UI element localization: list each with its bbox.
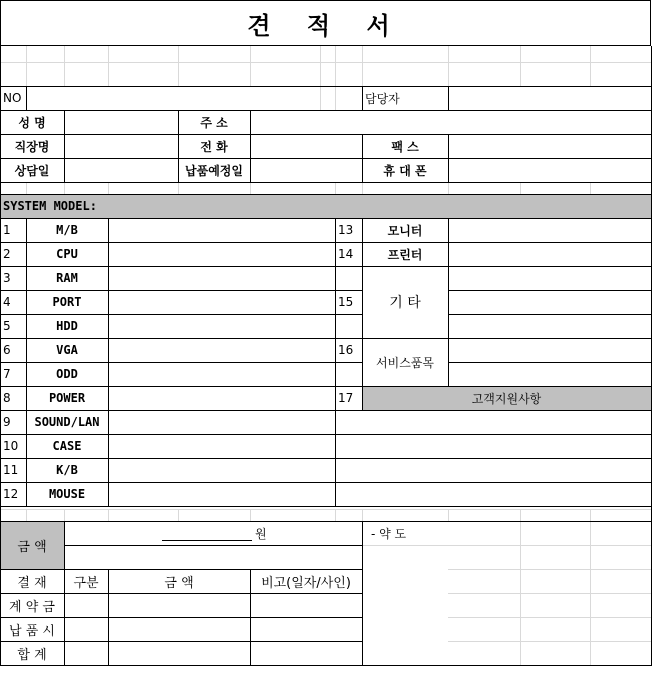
amount-underline [162, 540, 252, 541]
item-name: VGA [56, 343, 78, 357]
grid-line [448, 290, 651, 291]
grid-line [362, 218, 363, 410]
item-no-15: 15 [338, 295, 354, 309]
item-no: 2 [3, 247, 11, 261]
grid-line [0, 506, 335, 507]
terms-label: - 약 도 [371, 526, 407, 541]
system-model-bar [0, 194, 651, 218]
grid-line [0, 182, 651, 183]
grid-line [362, 86, 363, 110]
grid-line [0, 482, 335, 483]
grid-line [335, 266, 651, 267]
grid-line [0, 86, 651, 87]
grid-line [0, 110, 651, 111]
grid-line [448, 593, 651, 594]
grid-line [0, 218, 651, 219]
item-no-17: 17 [338, 391, 354, 405]
grid-line [448, 134, 449, 182]
grid-line [0, 46, 1, 666]
item-name: M/B [56, 223, 78, 237]
grid-line [335, 482, 651, 483]
grid-line [0, 314, 335, 315]
item-name: CPU [56, 247, 78, 261]
grid-line [0, 458, 335, 459]
item-no-16: 16 [338, 343, 354, 357]
item-no: 7 [3, 367, 11, 381]
grid-line [335, 506, 651, 507]
grid-line [0, 266, 335, 267]
grid-line [108, 46, 109, 86]
item-name: K/B [56, 463, 78, 477]
grid-line [0, 62, 651, 63]
grid-line [0, 134, 651, 135]
grid-line [0, 569, 362, 570]
grid-line [178, 182, 179, 194]
service-label: 서비스품목 [376, 355, 434, 370]
type-header: 구분 [73, 575, 99, 591]
grid-line [64, 545, 362, 546]
monitor-label: 모니터 [387, 223, 423, 238]
grid-line [0, 509, 651, 510]
title-box [0, 0, 651, 46]
page-title: 견 적 서 [247, 11, 404, 40]
grid-line [26, 182, 27, 194]
item-name: SOUND/LAN [34, 415, 100, 429]
grid-line [335, 434, 651, 435]
grid-line [362, 521, 363, 666]
item-no: 11 [3, 463, 19, 477]
grid-line [448, 182, 449, 194]
item-name: MOUSE [48, 487, 86, 501]
grid-line [448, 86, 449, 110]
grid-line [64, 110, 65, 182]
grid-line [362, 182, 363, 194]
grid-line [362, 134, 363, 182]
grid-line [448, 641, 651, 642]
item-name: HDD [56, 319, 78, 333]
grid-line [362, 46, 363, 86]
payment-row-label: 합 계 [17, 647, 47, 663]
item-no: 8 [3, 391, 11, 405]
item-no-14: 14 [338, 247, 354, 261]
grid-line [250, 182, 251, 194]
delivery-date-label: 납품예정일 [185, 163, 243, 178]
note-header: 비고(일자/사인) [261, 575, 351, 591]
grid-line [362, 545, 448, 546]
no-label: NO [3, 91, 22, 105]
item-name: ODD [56, 367, 78, 381]
grid-line [448, 314, 651, 315]
grid-line [0, 338, 335, 339]
grid-line [335, 410, 651, 411]
grid-line [335, 338, 651, 339]
grid-line [178, 509, 179, 521]
grid-line [448, 569, 651, 570]
grid-line [448, 218, 449, 386]
grid-line [335, 386, 651, 387]
item-name: POWER [48, 391, 86, 405]
grid-line [250, 509, 251, 521]
item-no: 12 [3, 487, 19, 501]
item-no: 5 [3, 319, 11, 333]
grid-line [26, 46, 27, 86]
item-no: 3 [3, 271, 11, 285]
grid-line [520, 509, 521, 521]
grid-line [108, 218, 109, 506]
grid-line [335, 46, 336, 86]
grid-line [448, 362, 651, 363]
printer-label: 프린터 [387, 247, 423, 262]
grid-line [0, 158, 651, 159]
consult-date-label: 상담일 [14, 163, 50, 178]
amount-header: 금 액 [164, 575, 194, 591]
grid-line [0, 386, 335, 387]
item-no: 9 [3, 415, 11, 429]
grid-line [520, 46, 521, 86]
grid-line [0, 521, 651, 522]
item-name: CASE [52, 439, 82, 453]
payment-row-label: 계 약 금 [9, 599, 55, 615]
payment-row-label: 납 품 시 [9, 623, 55, 639]
company-label: 직장명 [14, 139, 50, 154]
grid-line [0, 617, 362, 618]
grid-line [335, 182, 336, 194]
grid-line [26, 86, 27, 110]
grid-line [651, 46, 652, 666]
grid-line [335, 290, 362, 291]
grid-line [448, 509, 449, 521]
grid-line [0, 290, 335, 291]
grid-line [520, 182, 521, 194]
grid-line [108, 182, 109, 194]
grid-line [448, 545, 651, 546]
grid-line [0, 665, 651, 666]
item-no: 4 [3, 295, 11, 309]
support-label: 고객지원사항 [362, 386, 651, 410]
address-label: 주 소 [200, 115, 228, 130]
grid-line [590, 46, 591, 86]
phone-label: 전 화 [200, 139, 228, 154]
grid-line [335, 509, 336, 521]
grid-line [320, 46, 321, 86]
payment-label: 결 재 [17, 575, 47, 591]
grid-line [26, 509, 27, 521]
grid-line [362, 509, 363, 521]
item-name: RAM [56, 271, 78, 285]
item-no-13: 13 [338, 223, 354, 237]
item-no: 10 [3, 439, 19, 453]
name-label: 성 명 [18, 115, 46, 130]
grid-line [335, 242, 651, 243]
grid-line [108, 509, 109, 521]
system-model-label: SYSTEM MODEL: [3, 199, 97, 213]
grid-line [26, 218, 27, 506]
grid-line [108, 569, 109, 665]
grid-line [0, 593, 362, 594]
grid-line [64, 182, 65, 194]
grid-line [64, 509, 65, 521]
grid-line [448, 46, 449, 86]
grid-line [178, 110, 179, 182]
won-label: 원 [255, 526, 267, 541]
grid-line [250, 110, 251, 182]
grid-line [335, 314, 362, 315]
grid-line [250, 569, 251, 665]
grid-line [178, 46, 179, 86]
item-no: 6 [3, 343, 11, 357]
grid-line [335, 86, 336, 110]
manager-label: 담당자 [365, 91, 400, 106]
amount-label: 금 액 [0, 521, 64, 569]
grid-line [0, 194, 651, 195]
grid-line [0, 434, 335, 435]
grid-line [0, 410, 335, 411]
grid-line [0, 242, 335, 243]
item-name: PORT [52, 295, 82, 309]
mobile-label: 휴 대 폰 [383, 163, 427, 178]
grid-line [0, 362, 335, 363]
grid-line [448, 617, 651, 618]
grid-line [250, 46, 251, 86]
grid-line [64, 46, 65, 86]
grid-line [335, 362, 362, 363]
grid-line [590, 182, 591, 194]
grid-line [590, 509, 591, 521]
item-no: 1 [3, 223, 11, 237]
fax-label: 팩 스 [391, 139, 419, 154]
grid-line [320, 86, 321, 110]
etc-label: 기 타 [389, 295, 421, 311]
grid-line [335, 458, 651, 459]
grid-line [0, 641, 362, 642]
